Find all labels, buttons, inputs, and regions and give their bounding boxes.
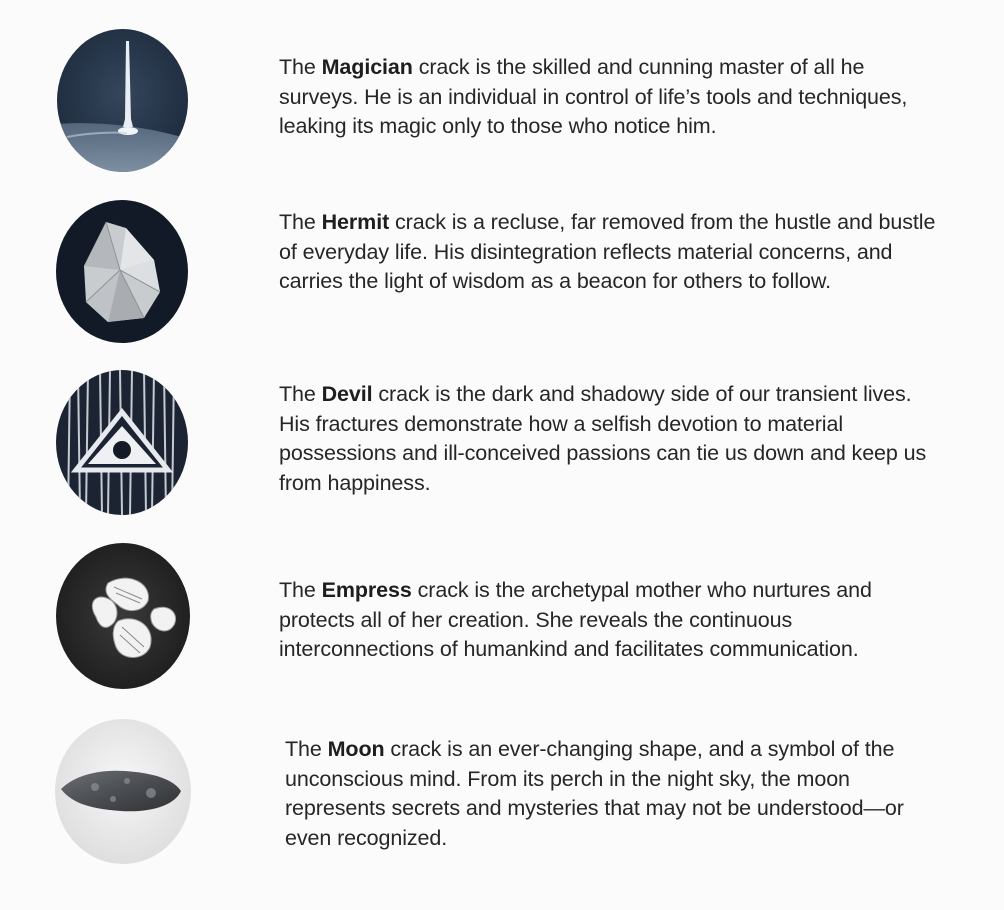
moon-description: The Moon crack is an ever-changing shape, and a symbol of the unconscious mind. From its perch in the night sky, the moon represents secrets and mysteries that may not be understood—or even recognized. (285, 737, 904, 850)
empress-description: The Empress crack is the archetypal mother who nurtures and protects all of her creation. She reveals the continuous interconnections of humankind and facilitates communication. (279, 578, 872, 661)
hermit-name: Hermit (321, 210, 390, 234)
moon-rock-icon (55, 719, 191, 864)
devil-name: Devil (321, 382, 373, 406)
candle-icon (57, 29, 188, 172)
hermit-description: The Hermit crack is a recluse, far removed from the hustle and bustle of everyday life. His disintegration reflects material concerns, and carries the light of wisdom as a beacon for others to follow. (279, 210, 936, 293)
magician-description: The Magician crack is the skilled and cunning master of all he surveys. He is an individual in control of life’s tools and techniques, leaking its magic only to those who notice him. (279, 55, 908, 138)
crumpled-paper-icon (56, 200, 188, 343)
magician-name: Magician (321, 55, 413, 79)
lotus-cutout-icon (56, 543, 190, 689)
empress-name: Empress (321, 578, 412, 602)
devil-description: The Devil crack is the dark and shadowy side of our transient lives. His fractures demonstrate how a selfish devotion to material possessions and ill-conceived passions can tie us down and keep us from happiness. (279, 382, 927, 495)
moon-name: Moon (327, 737, 385, 761)
eye-triangle-icon (56, 370, 188, 515)
